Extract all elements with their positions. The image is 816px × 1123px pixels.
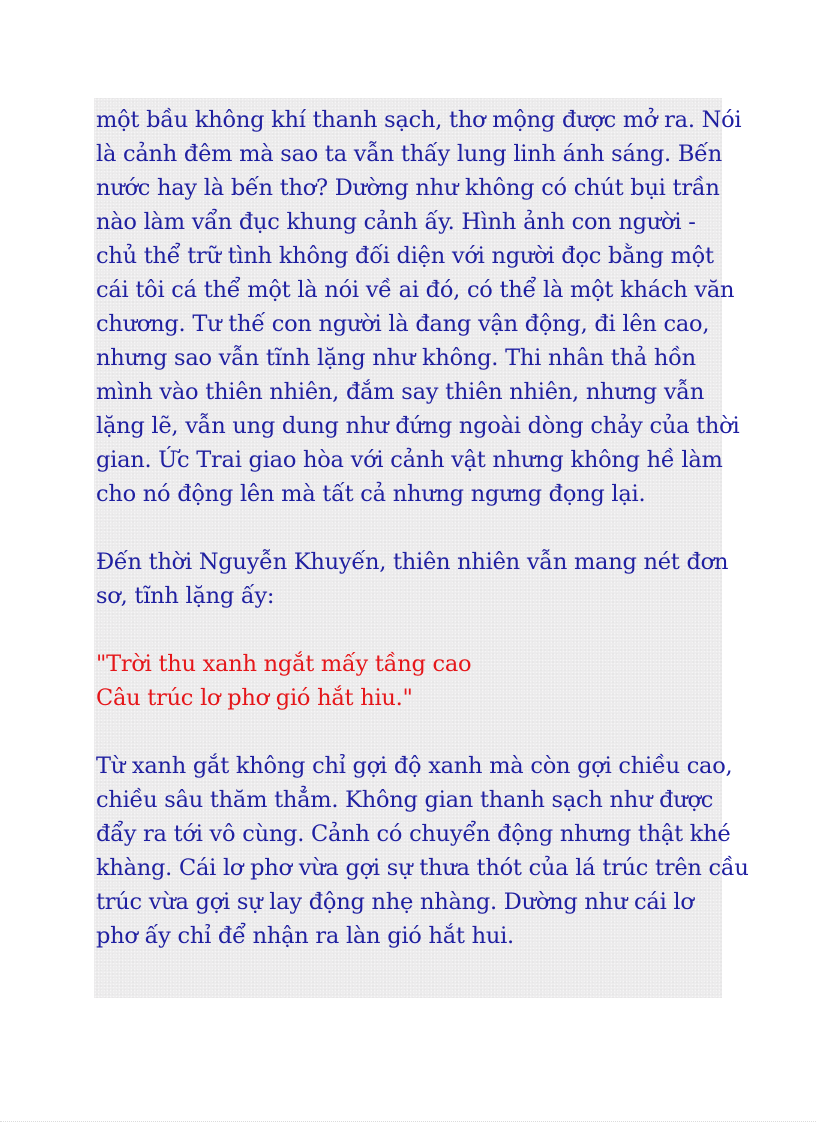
- text-line: Đến thời Nguyễn Khuyến, thiên nhiên vẫn mang nét đơn: [96, 549, 729, 575]
- text-line: mình vào thiên nhiên, đắm say thiên nhiên, nhưng vẫn: [96, 379, 705, 405]
- paragraph-2: [96, 545, 729, 613]
- text-line: nhưng sao vẫn tĩnh lặng như không. Thi nhân thả hồn: [96, 345, 696, 371]
- text-line: lặng lẽ, vẫn ung dung như đứng ngoài dòng chảy của thời: [96, 413, 740, 439]
- text-line: nào làm vẩn đục khung cảnh ấy. Hình ảnh con người -: [96, 209, 696, 235]
- quote-line: "Trời thu xanh ngắt mấy tầng cao: [96, 651, 472, 677]
- text-line: gian. Ức Trai giao hòa với cảnh vật nhưng không hề làm: [96, 447, 723, 473]
- text-line: đẩy ra tới vô cùng. Cảnh có chuyển động nhưng thật khé: [96, 821, 731, 847]
- poem-quote: [96, 647, 722, 715]
- text-line: cái tôi cá thể một là nói về ai đó, có thể là một khách văn: [96, 277, 735, 303]
- paragraph-spacer: [96, 511, 722, 545]
- text-line: sơ, tĩnh lặng ấy:: [96, 583, 275, 609]
- text-line: là cảnh đêm mà sao ta vẫn thấy lung linh ánh sáng. Bến: [96, 141, 722, 167]
- quote-line: Câu trúc lơ phơ gió hắt hiu.": [96, 685, 413, 711]
- text-line: Từ xanh gắt không chỉ gợi độ xanh mà còn gợi chiều cao,: [96, 753, 733, 779]
- text-line: một bầu không khí thanh sạch, thơ mộng được mở ra. Nói: [96, 107, 742, 133]
- text-line: khàng. Cái lơ phơ vừa gợi sự thưa thót của lá trúc trên cầu: [96, 855, 749, 881]
- page-bottom-divider: [0, 1121, 816, 1122]
- text-line: chiều sâu thăm thẳm. Không gian thanh sạch như được: [96, 787, 714, 813]
- paragraph-1: [96, 103, 742, 511]
- text-line: phơ ấy chỉ để nhận ra làn gió hắt hui.: [96, 923, 514, 949]
- text-block: [94, 98, 749, 998]
- paragraph-spacer: [96, 613, 722, 647]
- paragraph-3: [96, 749, 749, 953]
- paragraph-spacer: [96, 715, 722, 749]
- text-line: nước hay là bến thơ? Dường như không có chút bụi trần: [96, 175, 720, 201]
- text-line: cho nó động lên mà tất cả nhưng ngưng đọng lại.: [96, 481, 646, 507]
- text-line: chương. Tư thế con người là đang vận động, đi lên cao,: [96, 311, 710, 337]
- text-line: chủ thể trữ tình không đối diện với người đọc bằng một: [96, 243, 714, 269]
- text-line: trúc vừa gợi sự lay động nhẹ nhàng. Dường như cái lơ: [96, 889, 694, 915]
